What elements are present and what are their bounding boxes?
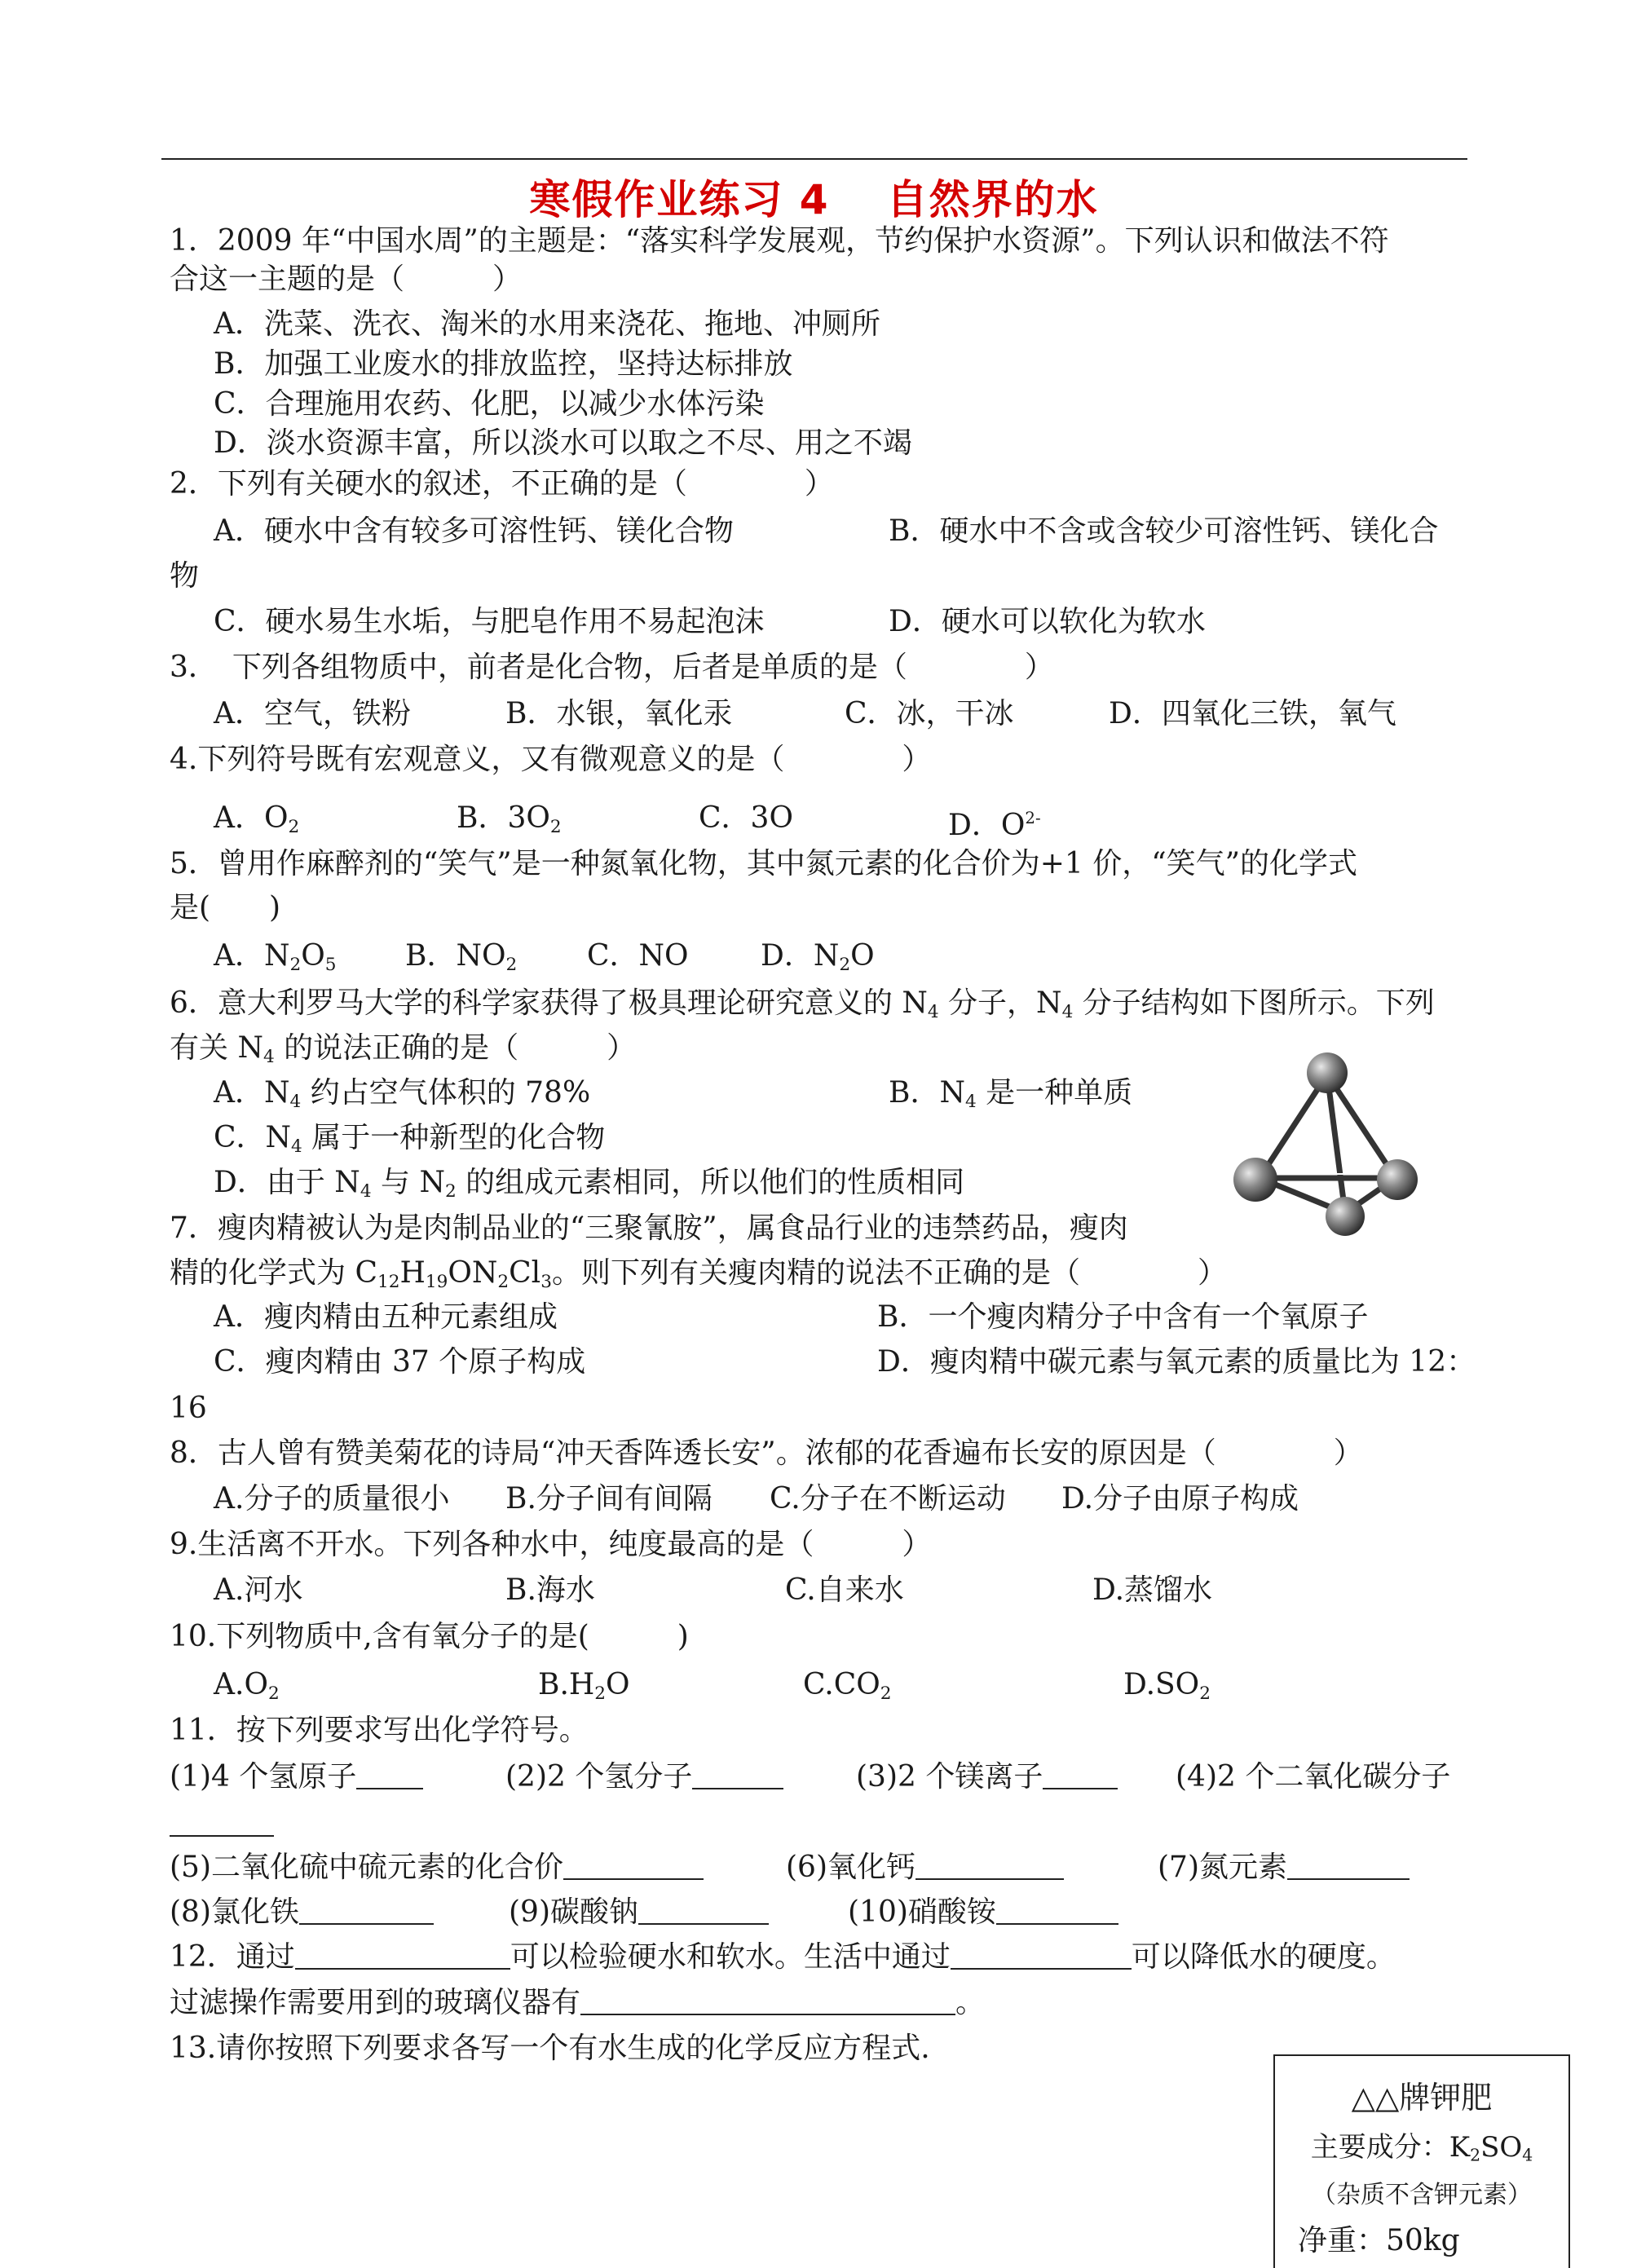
q4-option-c: C．3O [699,801,793,835]
q4-option-b: B．$3O_2$ [457,801,562,838]
q3-option-a: A．空气，铁粉 [214,697,411,730]
q7-option-c: C．瘦肉精由 37 个原子构成 [214,1345,586,1379]
q1-option-a: A．洗菜、洗衣、淘米的水用来浇花、拖地、冲厕所 [214,307,880,341]
q3-option-b: B．水银，氧化汞 [505,697,733,730]
q11-blank-4[interactable] [170,1807,274,1837]
q5-stem-line2: 是( ) [170,891,281,924]
q8-stem: 8．古人曾有赞美菊花的诗局“冲天香阵透长安”。浓郁的花香遍布长安的原因是（ ） [170,1436,1363,1470]
q4-option-d: D．$O^{2-}$ [948,808,1041,842]
q2-option-b: B．硬水中不含或含较少可溶性钙、镁化合 [889,514,1439,548]
q11-blank-10[interactable] [996,1895,1118,1925]
n4-molecule-diagram [1215,1035,1418,1239]
q12-line2: 过滤操作需要用到的玻璃仪器有 。 [170,1986,986,2019]
label-brand: △△牌钾肥 [1351,2080,1493,2116]
q5-option-b: B．$NO_2$ [405,939,518,976]
q9-option-b: B.海水 [505,1573,595,1607]
q11-blank-1[interactable] [356,1760,423,1789]
q13-stem: 13.请你按照下列要求各写一个有水生成的化学反应方程式. [170,2032,930,2065]
q11-blank-8[interactable] [299,1895,434,1925]
q9-option-d: D.蒸馏水 [1092,1573,1213,1607]
q10-option-b: $B.H_2O$ [538,1668,630,1705]
atom-right [1377,1159,1418,1200]
page-title: 寒假作业练习 4 自然界的水 [529,176,1099,223]
q2-option-d: D．硬水可以软化为软水 [889,605,1206,638]
q9-option-a: A.河水 [214,1573,303,1607]
q11-blank-5[interactable] [563,1851,704,1880]
label-weight: 净重：50kg [1298,2224,1460,2257]
q11-blank-7[interactable] [1287,1851,1410,1880]
label-note: （杂质不含钾元素） [1312,2181,1532,2209]
q5-option-c: C．NO [587,939,689,973]
q2-option-b-wrap: 物 [170,559,200,593]
q2-option-c: C．硬水易生水垢，与肥皂作用不易起泡沫 [214,605,765,638]
q11-blank-3[interactable] [1043,1760,1118,1789]
q11-item-6: (6)氧化钙 [786,1849,1064,1886]
q7-stem-line2: 精的化学式为 $C_{12}H_{19}ON_2Cl_3$。则下列有关瘦肉精的说法不正确的是（ ） [170,1256,1227,1293]
q12-blank-2[interactable] [951,1940,1132,1970]
q1-stem-line2: 合这一主题的是（ ） [170,263,523,296]
q8-option-c: C.分子在不断运动 [770,1482,1006,1516]
q4-stem: 4.下列符号既有宏观意义，又有微观意义的是（ ） [170,743,932,776]
header-rule [161,158,1467,160]
atom-left [1233,1158,1277,1202]
q7-option-d: D．瘦肉精中碳元素与氧元素的质量比为 12： [877,1345,1476,1379]
q10-option-c: $C.CO_2$ [803,1668,892,1705]
q8-option-d: D.分子由原子构成 [1061,1482,1299,1516]
q9-stem: 9.生活离不开水。下列各种水中，纯度最高的是（ ） [170,1528,932,1561]
q11-item-10: (10)硝酸铵 [848,1894,1118,1931]
q10-stem: 10.下列物质中,含有氧分子的是( ) [170,1620,689,1653]
q12-blank-1[interactable] [295,1940,510,1970]
q11-item-7: (7)氮元素 [1158,1849,1410,1886]
q1-stem-line1: 1．2009 年“中国水周”的主题是：“落实科学发展观，节约保护水资源”。下列认识和做法不符 [170,224,1389,258]
fertilizer-label-box [1273,2054,1570,2268]
q12-line1: 12．通过 可以检验硬水和软水。生活中通过 可以降低水的硬度。 [170,1940,1396,1974]
q7-option-a: A．瘦肉精由五种元素组成 [214,1300,558,1334]
q5-option-a: A．$N_2O_5$ [214,939,337,976]
q11-item-1: (1)4 个氢原子 [170,1758,423,1796]
q6-stem-line1: 6．意大利罗马大学的科学家获得了极具理论研究意义的 $N_4$ 分子，$N_4$ 分子结构如下图所示。下列 [170,986,1435,1023]
atom-top [1307,1052,1348,1093]
label-main-component: 主要成分：$K_2SO_4$ [1310,2131,1533,2165]
q11-item-2: (2)2 个氢分子 [505,1758,783,1796]
q3-option-d: D．四氧化三铁，氧气 [1109,697,1396,730]
q10-option-d: $D.SO_2$ [1123,1668,1211,1705]
q6-option-c: C．$N_4$ 属于一种新型的化合物 [214,1121,606,1158]
q1-option-b: B．加强工业废水的排放监控，坚持达标排放 [214,347,793,381]
q11-blank-9[interactable] [638,1895,769,1925]
q3-stem: 3． 下列各组物质中，前者是化合物，后者是单质的是（ ） [170,651,1054,684]
q11-item-5: (5)二氧化硫中硫元素的化合价 [170,1849,704,1886]
q6-stem-line2: 有关 $N_4$ 的说法正确的是（ ） [170,1031,637,1068]
q11-item-3: (3)2 个镁离子 [856,1758,1118,1796]
q11-stem: 11．按下列要求写出化学符号。 [170,1714,589,1747]
atom-front [1326,1197,1365,1236]
q2-option-a: A．硬水中含有较多可溶性钙、镁化合物 [214,514,734,548]
q7-option-b: B．一个瘦肉精分子中含有一个氧原子 [877,1300,1369,1334]
q11-item-9: (9)碳酸钠 [509,1894,769,1931]
q5-option-d: D．$N_2O$ [761,939,875,976]
q11-blank-6[interactable] [915,1851,1064,1880]
q12-blank-3[interactable] [580,1986,955,2015]
q1-option-d: D．淡水资源丰富，所以淡水可以取之不尽、用之不竭 [214,426,912,460]
q8-option-b: B.分子间有间隔 [505,1482,713,1516]
q9-option-c: C.自来水 [785,1573,904,1607]
q11-item-4: (4)2 个二氧化碳分子 [1176,1760,1451,1794]
q11-item-8: (8)氯化铁 [170,1894,434,1931]
molecule-bonds [1260,1074,1396,1213]
q6-option-a: A．$N_4$ 约占空气体积的 78% [214,1076,591,1113]
q7-option-d-wrap: 16 [170,1392,207,1425]
q3-option-c: C．冰，干冰 [845,697,1014,730]
q11-blank-2[interactable] [692,1760,783,1789]
q7-stem-line1: 7．瘦肉精被认为是肉制品业的“三聚氰胺”，属食品行业的违禁药品，瘦肉 [170,1211,1128,1245]
q6-option-d: D．由于 $N_4$ 与 $N_2$ 的组成元素相同，所以他们的性质相同 [214,1166,965,1202]
q2-stem: 2．下列有关硬水的叙述，不正确的是（ ） [170,467,834,501]
q10-option-a: $A.O_2$ [214,1668,280,1705]
q1-option-c: C．合理施用农药、化肥，以减少水体污染 [214,387,765,421]
q4-option-a: A．$O_2$ [214,801,300,838]
q5-stem-line1: 5．曾用作麻醉剂的“笑气”是一种氮氧化物，其中氮元素的化合价为+1 价，“笑气”的化学式 [170,847,1358,880]
q6-option-b: B．$N_4$ 是一种单质 [889,1076,1133,1113]
q8-option-a: A.分子的质量很小 [214,1482,450,1516]
